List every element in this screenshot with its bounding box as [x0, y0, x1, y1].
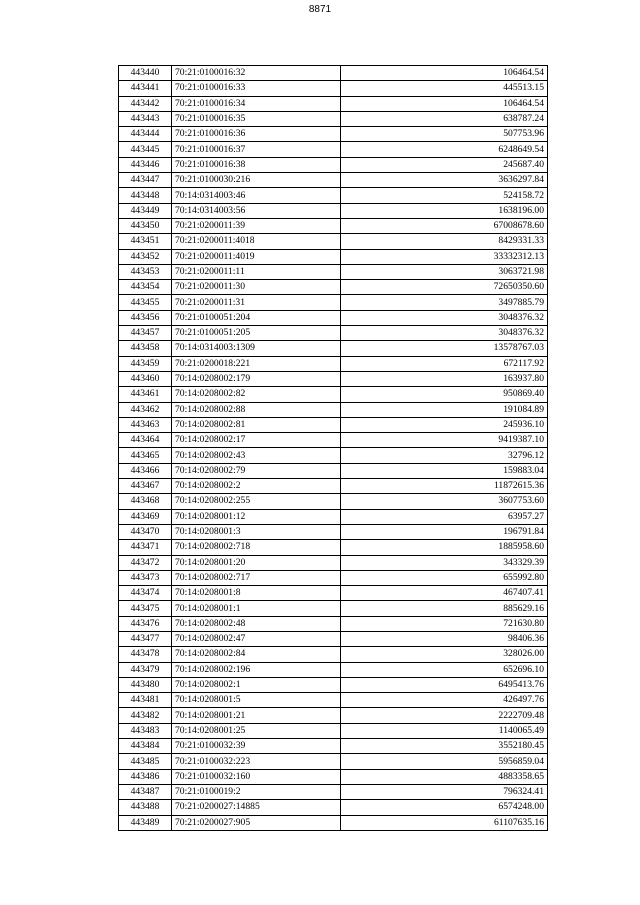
- table-row: [119, 509, 548, 524]
- row-id: 443477: [119, 631, 172, 646]
- row-id: 443469: [119, 509, 172, 524]
- row-id: 443443: [119, 111, 172, 126]
- cadastral-value-table: [118, 65, 548, 831]
- cadastral-value: 33332312.13: [341, 249, 548, 264]
- cadastral-number: 70:21:0200027:14885: [172, 800, 341, 815]
- cadastral-number: 70:21:0200027:905: [172, 815, 341, 830]
- cadastral-number: 70:14:0208001:3: [172, 524, 341, 539]
- row-id: 443484: [119, 739, 172, 754]
- table-row: [119, 402, 548, 417]
- cadastral-number: 70:14:0208002:17: [172, 433, 341, 448]
- cadastral-value: 3607753.60: [341, 494, 548, 509]
- cadastral-value: 196791.84: [341, 524, 548, 539]
- cadastral-value: 163937.80: [341, 371, 548, 386]
- row-id: 443489: [119, 815, 172, 830]
- row-id: 443485: [119, 754, 172, 769]
- cadastral-number: 70:14:0314003:56: [172, 203, 341, 218]
- row-id: 443483: [119, 723, 172, 738]
- row-id: 443456: [119, 310, 172, 325]
- cadastral-value: 11872615.36: [341, 479, 548, 494]
- row-id: 443471: [119, 540, 172, 555]
- table-row: [119, 188, 548, 203]
- row-id: 443466: [119, 463, 172, 478]
- cadastral-number: 70:21:0200018:221: [172, 356, 341, 371]
- row-id: 443462: [119, 402, 172, 417]
- cadastral-value: 524158.72: [341, 188, 548, 203]
- cadastral-value: 1885958.60: [341, 540, 548, 555]
- cadastral-number: 70:14:0208002:179: [172, 371, 341, 386]
- row-id: 443445: [119, 142, 172, 157]
- cadastral-value: 5956859.04: [341, 754, 548, 769]
- table-row: [119, 157, 548, 172]
- row-id: 443451: [119, 234, 172, 249]
- cadastral-value: 328026.00: [341, 647, 548, 662]
- cadastral-value: 63957.27: [341, 509, 548, 524]
- cadastral-value: 721630.80: [341, 616, 548, 631]
- cadastral-number: 70:21:0100016:32: [172, 66, 341, 81]
- table-row: [119, 234, 548, 249]
- cadastral-number: 70:21:0100016:37: [172, 142, 341, 157]
- table-row: [119, 264, 548, 279]
- cadastral-value: 950869.40: [341, 387, 548, 402]
- row-id: 443479: [119, 662, 172, 677]
- cadastral-number: 70:14:0208002:43: [172, 448, 341, 463]
- table-row: [119, 111, 548, 126]
- table-row: [119, 647, 548, 662]
- table-row: [119, 524, 548, 539]
- row-id: 443475: [119, 601, 172, 616]
- table-row: [119, 203, 548, 218]
- row-id: 443449: [119, 203, 172, 218]
- table-row: [119, 417, 548, 432]
- row-id: 443457: [119, 326, 172, 341]
- table-row: [119, 433, 548, 448]
- table-row: [119, 677, 548, 692]
- table-row: [119, 723, 548, 738]
- cadastral-value: 672117.92: [341, 356, 548, 371]
- table-row: [119, 754, 548, 769]
- cadastral-number: 70:14:0208001:1: [172, 601, 341, 616]
- cadastral-number: 70:21:0200011:31: [172, 295, 341, 310]
- table-row: [119, 326, 548, 341]
- cadastral-value: 191084.89: [341, 402, 548, 417]
- cadastral-number: 70:14:0208002:84: [172, 647, 341, 662]
- cadastral-number: 70:14:0208001:8: [172, 586, 341, 601]
- cadastral-number: 70:21:0100030:216: [172, 173, 341, 188]
- cadastral-number: 70:21:0200011:4018: [172, 234, 341, 249]
- table-row: [119, 280, 548, 295]
- cadastral-value: 159883.04: [341, 463, 548, 478]
- table-row: [119, 448, 548, 463]
- table-row: [119, 739, 548, 754]
- table-row: [119, 295, 548, 310]
- cadastral-value: 507753.96: [341, 127, 548, 142]
- table-row: [119, 815, 548, 830]
- row-id: 443463: [119, 417, 172, 432]
- cadastral-number: 70:14:0208002:1: [172, 677, 341, 692]
- cadastral-number: 70:14:0208002:717: [172, 570, 341, 585]
- cadastral-number: 70:21:0100032:223: [172, 754, 341, 769]
- row-id: 443481: [119, 693, 172, 708]
- cadastral-value: 32796.12: [341, 448, 548, 463]
- cadastral-number: 70:14:0208002:47: [172, 631, 341, 646]
- cadastral-value: 6248649.54: [341, 142, 548, 157]
- row-id: 443486: [119, 769, 172, 784]
- table-row: [119, 356, 548, 371]
- cadastral-number: 70:14:0208002:81: [172, 417, 341, 432]
- table-row: [119, 570, 548, 585]
- cadastral-value: 8429331.33: [341, 234, 548, 249]
- row-id: 443465: [119, 448, 172, 463]
- cadastral-value: 106464.54: [341, 96, 548, 111]
- cadastral-number: 70:14:0208002:88: [172, 402, 341, 417]
- row-id: 443472: [119, 555, 172, 570]
- cadastral-number: 70:21:0100016:36: [172, 127, 341, 142]
- cadastral-value: 61107635.16: [341, 815, 548, 830]
- cadastral-number: 70:14:0208001:5: [172, 693, 341, 708]
- row-id: 443468: [119, 494, 172, 509]
- table-row: [119, 494, 548, 509]
- cadastral-number: 70:21:0200011:39: [172, 218, 341, 233]
- table-row: [119, 784, 548, 799]
- cadastral-number: 70:21:0100016:34: [172, 96, 341, 111]
- cadastral-number: 70:14:0314003:1309: [172, 341, 341, 356]
- row-id: 443487: [119, 784, 172, 799]
- table-row: [119, 662, 548, 677]
- cadastral-value: 445513.15: [341, 81, 548, 96]
- cadastral-number: 70:14:0208002:255: [172, 494, 341, 509]
- cadastral-value: 3636297.84: [341, 173, 548, 188]
- table-row: [119, 769, 548, 784]
- table-row: [119, 127, 548, 142]
- cadastral-number: 70:21:0100032:160: [172, 769, 341, 784]
- cadastral-value: 3063721.98: [341, 264, 548, 279]
- cadastral-value: 638787.24: [341, 111, 548, 126]
- row-id: 443450: [119, 218, 172, 233]
- row-id: 443480: [119, 677, 172, 692]
- row-id: 443476: [119, 616, 172, 631]
- cadastral-number: 70:21:0200011:4019: [172, 249, 341, 264]
- cadastral-number: 70:14:0208002:2: [172, 479, 341, 494]
- cadastral-value: 106464.54: [341, 66, 548, 81]
- cadastral-value: 245687.40: [341, 157, 548, 172]
- cadastral-number: 70:14:0314003:46: [172, 188, 341, 203]
- row-id: 443454: [119, 280, 172, 295]
- cadastral-value: 3048376.32: [341, 310, 548, 325]
- row-id: 443453: [119, 264, 172, 279]
- row-id: 443464: [119, 433, 172, 448]
- cadastral-value: 3552180.45: [341, 739, 548, 754]
- cadastral-value: 13578767.03: [341, 341, 548, 356]
- row-id: 443459: [119, 356, 172, 371]
- row-id: 443461: [119, 387, 172, 402]
- cadastral-value: 245936.10: [341, 417, 548, 432]
- cadastral-value: 3048376.32: [341, 326, 548, 341]
- cadastral-number: 70:14:0208002:48: [172, 616, 341, 631]
- table-row: [119, 310, 548, 325]
- row-id: 443452: [119, 249, 172, 264]
- table-row: [119, 341, 548, 356]
- cadastral-number: 70:21:0100019:2: [172, 784, 341, 799]
- table-row: [119, 173, 548, 188]
- cadastral-value: 426497.76: [341, 693, 548, 708]
- row-id: 443473: [119, 570, 172, 585]
- cadastral-value: 467407.41: [341, 586, 548, 601]
- row-id: 443482: [119, 708, 172, 723]
- row-id: 443440: [119, 66, 172, 81]
- row-id: 443474: [119, 586, 172, 601]
- row-id: 443488: [119, 800, 172, 815]
- cadastral-value: 9419387.10: [341, 433, 548, 448]
- table-row: [119, 96, 548, 111]
- row-id: 443448: [119, 188, 172, 203]
- cadastral-value: 6495413.76: [341, 677, 548, 692]
- table-row: [119, 371, 548, 386]
- cadastral-value: 6574248.00: [341, 800, 548, 815]
- cadastral-number: 70:14:0208002:79: [172, 463, 341, 478]
- table-row: [119, 218, 548, 233]
- cadastral-value: 4883358.65: [341, 769, 548, 784]
- row-id: 443446: [119, 157, 172, 172]
- row-id: 443455: [119, 295, 172, 310]
- cadastral-number: 70:14:0208001:21: [172, 708, 341, 723]
- table-row: [119, 708, 548, 723]
- table-row: [119, 479, 548, 494]
- table-row: [119, 387, 548, 402]
- cadastral-value: 796324.41: [341, 784, 548, 799]
- table-row: [119, 81, 548, 96]
- table-row: [119, 142, 548, 157]
- cadastral-number: 70:21:0100016:35: [172, 111, 341, 126]
- cadastral-number: 70:14:0208002:196: [172, 662, 341, 677]
- table-row: [119, 586, 548, 601]
- cadastral-number: 70:21:0100016:38: [172, 157, 341, 172]
- row-id: 443441: [119, 81, 172, 96]
- cadastral-number: 70:14:0208001:25: [172, 723, 341, 738]
- cadastral-number: 70:21:0100016:33: [172, 81, 341, 96]
- row-id: 443447: [119, 173, 172, 188]
- cadastral-number: 70:14:0208001:12: [172, 509, 341, 524]
- cadastral-number: 70:21:0100032:39: [172, 739, 341, 754]
- cadastral-value: 72650350.60: [341, 280, 548, 295]
- cadastral-value: 3497885.79: [341, 295, 548, 310]
- cadastral-number: 70:21:0200011:11: [172, 264, 341, 279]
- row-id: 443444: [119, 127, 172, 142]
- table-row: [119, 249, 548, 264]
- cadastral-value: 655992.80: [341, 570, 548, 585]
- table-row: [119, 555, 548, 570]
- row-id: 443470: [119, 524, 172, 539]
- row-id: 443460: [119, 371, 172, 386]
- cadastral-value: 2222709.48: [341, 708, 548, 723]
- cadastral-value: 1638196.00: [341, 203, 548, 218]
- cadastral-number: 70:14:0208002:82: [172, 387, 341, 402]
- table-row: [119, 66, 548, 81]
- cadastral-number: 70:21:0100051:204: [172, 310, 341, 325]
- cadastral-value: 1140065.49: [341, 723, 548, 738]
- cadastral-value: 343329.39: [341, 555, 548, 570]
- table-row: [119, 540, 548, 555]
- row-id: 443442: [119, 96, 172, 111]
- row-id: 443467: [119, 479, 172, 494]
- row-id: 443458: [119, 341, 172, 356]
- cadastral-value: 652696.10: [341, 662, 548, 677]
- cadastral-number: 70:14:0208002:718: [172, 540, 341, 555]
- table-row: [119, 616, 548, 631]
- table-body: [119, 66, 548, 831]
- cadastral-number: 70:14:0208001:20: [172, 555, 341, 570]
- cadastral-number: 70:21:0200011:30: [172, 280, 341, 295]
- table-row: [119, 800, 548, 815]
- page-number: 8871: [308, 4, 332, 15]
- row-id: 443478: [119, 647, 172, 662]
- table-row: [119, 463, 548, 478]
- cadastral-value: 98406.36: [341, 631, 548, 646]
- table-row: [119, 631, 548, 646]
- cadastral-number: 70:21:0100051:205: [172, 326, 341, 341]
- table-row: [119, 601, 548, 616]
- cadastral-value: 885629.16: [341, 601, 548, 616]
- cadastral-value: 67008678.60: [341, 218, 548, 233]
- table-row: [119, 693, 548, 708]
